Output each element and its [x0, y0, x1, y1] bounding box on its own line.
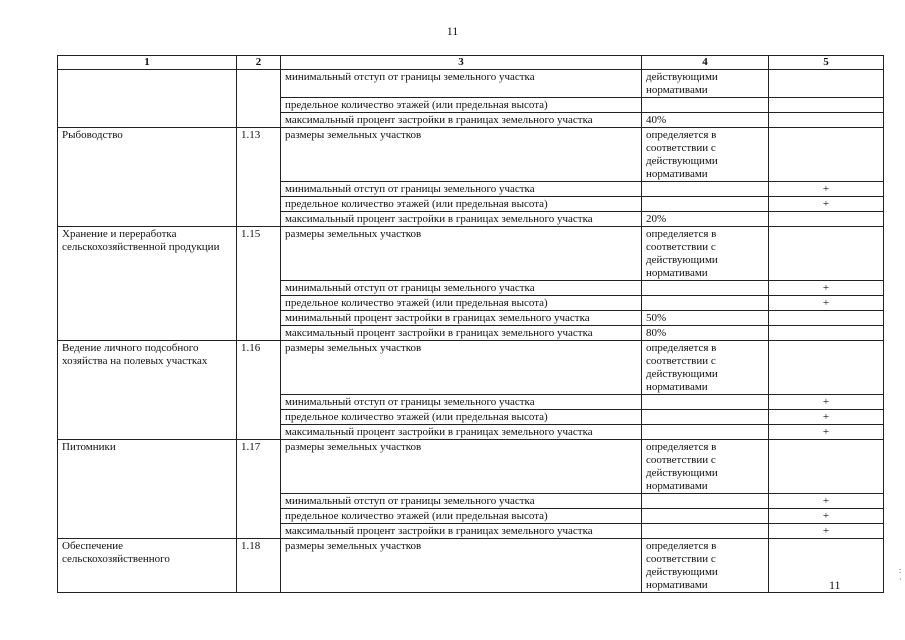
value-cell: 50% — [642, 311, 769, 326]
mark-cell: + — [769, 509, 884, 524]
mark-cell — [769, 227, 884, 281]
value-cell: 80% — [642, 326, 769, 341]
value-cell — [642, 98, 769, 113]
header-col-5: 5 — [769, 56, 884, 70]
header-col-1: 1 — [58, 56, 237, 70]
parameter-cell: предельное количество этажей (или предельная высота) — [281, 197, 642, 212]
page-number-top: 11 — [446, 24, 459, 38]
value-cell — [642, 182, 769, 197]
parameter-cell: минимальный процент застройки в границах земельного участка — [281, 311, 642, 326]
use-name-cell — [58, 70, 237, 128]
mark-cell: + — [769, 395, 884, 410]
parameter-cell: минимальный отступ от границы земельного участка — [281, 70, 642, 98]
table-body — [58, 70, 884, 593]
parameter-cell: минимальный отступ от границы земельного участка — [281, 281, 642, 296]
use-code-cell — [237, 70, 281, 128]
parameter-cell: минимальный отступ от границы земельного участка — [281, 395, 642, 410]
scan-artifact-marks: : · — [899, 566, 902, 584]
mark-cell — [769, 341, 884, 395]
value-cell — [642, 281, 769, 296]
table-row — [58, 227, 884, 281]
table-row — [58, 70, 884, 98]
table-row — [58, 341, 884, 395]
parameter-cell: предельное количество этажей (или предельная высота) — [281, 296, 642, 311]
parameter-cell: предельное количество этажей (или предельная высота) — [281, 410, 642, 425]
parameter-cell: максимальный процент застройки в границах земельного участка — [281, 425, 642, 440]
parameter-cell: минимальный отступ от границы земельного участка — [281, 182, 642, 197]
use-code-cell: 1.16 — [237, 341, 281, 440]
table-row — [58, 440, 884, 494]
use-code-cell: 1.17 — [237, 440, 281, 539]
value-cell: определяется в соответствии с действующими нормативами — [642, 227, 769, 281]
mark-cell: + — [769, 182, 884, 197]
header-col-3: 3 — [281, 56, 642, 70]
value-cell — [642, 509, 769, 524]
value-cell: определяется в соответствии с действующими нормативами — [642, 440, 769, 494]
use-name-cell: Питомники — [58, 440, 237, 539]
parameter-cell: размеры земельных участков — [281, 341, 642, 395]
page-number-bottom: 11 — [829, 578, 841, 592]
mark-cell — [769, 113, 884, 128]
value-cell — [642, 296, 769, 311]
value-cell: 20% — [642, 212, 769, 227]
header-col-4: 4 — [642, 56, 769, 70]
header-col-2: 2 — [237, 56, 281, 70]
table-row — [58, 539, 884, 593]
value-cell: 40% — [642, 113, 769, 128]
table-row — [58, 128, 884, 182]
use-name-cell: Обеспечение сельскохозяйственного — [58, 539, 237, 593]
parameter-cell: размеры земельных участков — [281, 539, 642, 593]
value-cell — [642, 425, 769, 440]
parameter-cell: максимальный процент застройки в границах земельного участка — [281, 212, 642, 227]
parameter-cell: размеры земельных участков — [281, 227, 642, 281]
value-cell — [642, 395, 769, 410]
value-cell: действующими нормативами — [642, 70, 769, 98]
parameter-cell: предельное количество этажей (или предельная высота) — [281, 509, 642, 524]
use-name-cell: Хранение и переработка сельскохозяйственной продукции — [58, 227, 237, 341]
mark-cell: + — [769, 197, 884, 212]
regulations-table — [57, 55, 884, 593]
mark-cell — [769, 128, 884, 182]
use-name-cell: Ведение личного подсобного хозяйства на полевых участках — [58, 341, 237, 440]
parameter-cell: минимальный отступ от границы земельного участка — [281, 494, 642, 509]
mark-cell — [769, 311, 884, 326]
table-header-row — [58, 56, 884, 70]
mark-cell: + — [769, 296, 884, 311]
value-cell — [642, 197, 769, 212]
value-cell: определяется в соответствии с действующими нормативами — [642, 128, 769, 182]
value-cell — [642, 410, 769, 425]
mark-cell — [769, 326, 884, 341]
mark-cell: + — [769, 281, 884, 296]
use-code-cell: 1.13 — [237, 128, 281, 227]
value-cell: определяется в соответствии с действующими нормативами — [642, 341, 769, 395]
parameter-cell: максимальный процент застройки в границах земельного участка — [281, 524, 642, 539]
use-code-cell: 1.18 — [237, 539, 281, 593]
mark-cell — [769, 70, 884, 98]
use-code-cell: 1.15 — [237, 227, 281, 341]
mark-cell — [769, 212, 884, 227]
parameter-cell: предельное количество этажей (или предельная высота) — [281, 98, 642, 113]
parameter-cell: размеры земельных участков — [281, 128, 642, 182]
value-cell — [642, 494, 769, 509]
mark-cell — [769, 440, 884, 494]
parameter-cell: размеры земельных участков — [281, 440, 642, 494]
mark-cell: + — [769, 410, 884, 425]
mark-cell: + — [769, 524, 884, 539]
mark-cell: + — [769, 425, 884, 440]
mark-cell — [769, 539, 884, 593]
mark-cell — [769, 98, 884, 113]
mark-cell: + — [769, 494, 884, 509]
value-cell: определяется в соответствии с действующими нормативами — [642, 539, 769, 593]
use-name-cell: Рыбоводство — [58, 128, 237, 227]
value-cell — [642, 524, 769, 539]
parameter-cell: максимальный процент застройки в границах земельного участка — [281, 113, 642, 128]
parameter-cell: максимальный процент застройки в границах земельного участка — [281, 326, 642, 341]
